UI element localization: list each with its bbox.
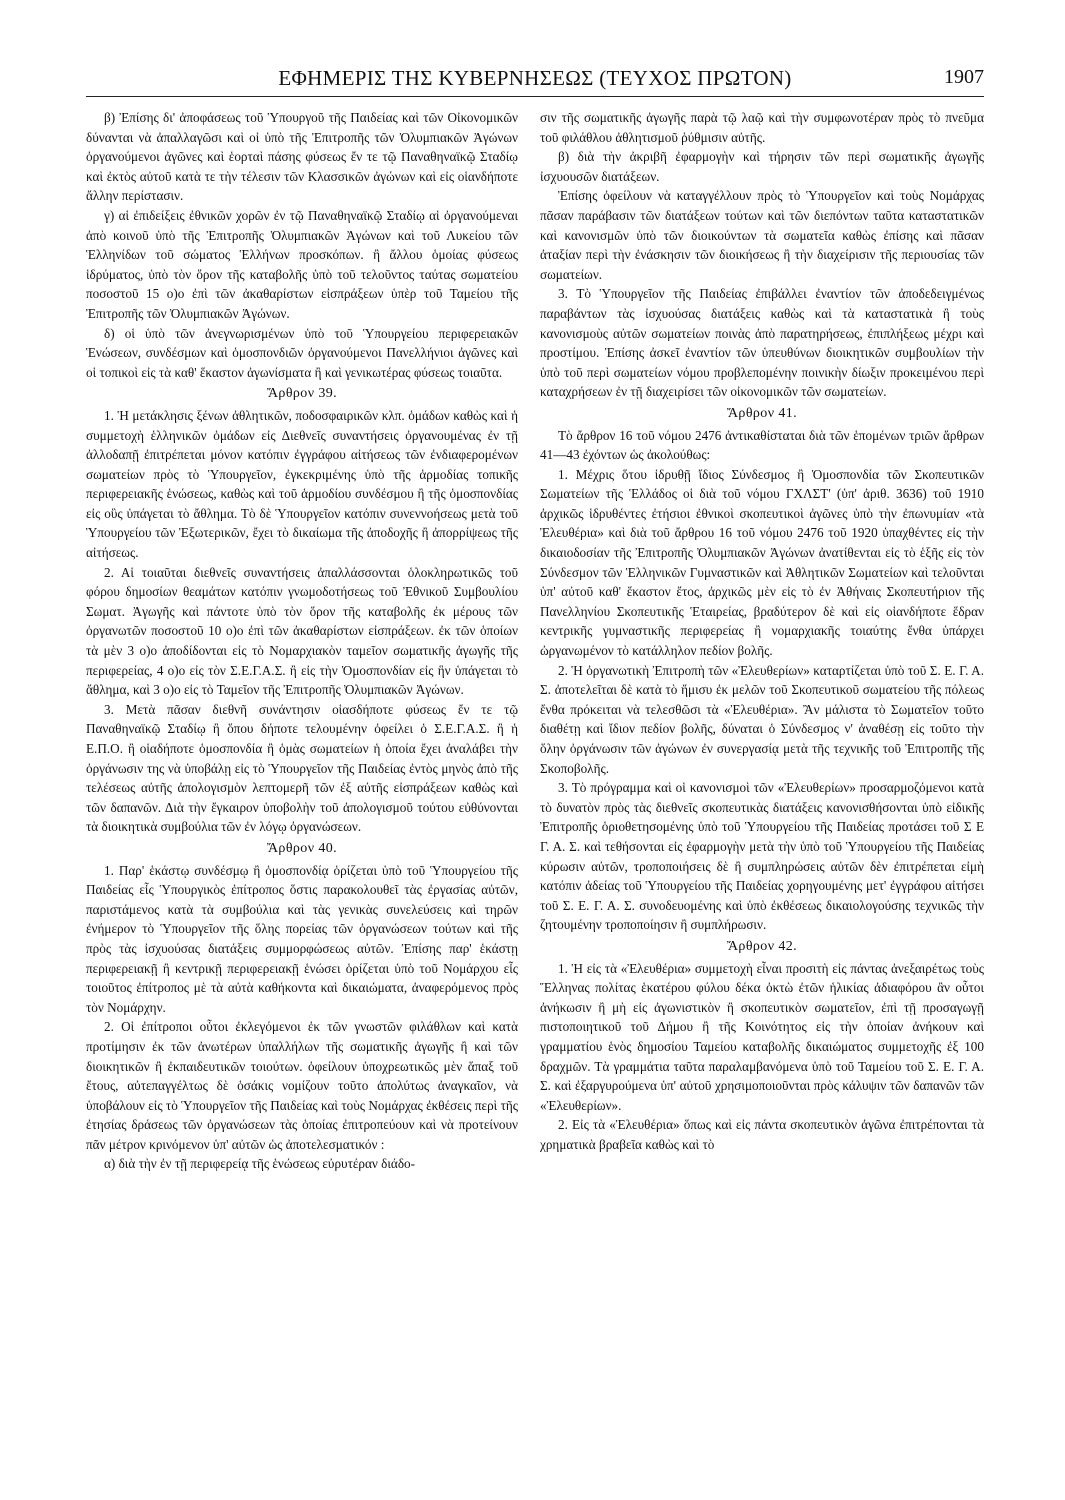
article-40-title: Ἄρθρον 40. <box>266 840 338 856</box>
article-41-paragraph-2: 2. Ἡ ὀργανωτικὴ Ἐπιτροπὴ τῶν «Ἐλευθερίων» καταρτίζεται ὑπὸ τοῦ Σ. Ε. Γ. Α. Σ. ἀποτελεῖται δὲ κατὰ τὸ ἥμισυ ἐκ μελῶν τοῦ Σκοπευτικοῦ σωματείου τῆς πόλεως ἔνθα πρόκειται νὰ τελεσθῶσι τὰ «Ἐλευθέρια». Ἂν μάλιστα τὸ Σωματεῖον τοῦτο διαθέτῃ καὶ ἴδιον πεδίον βολῆς, δύναται ὁ Σύνδεσμος ν' ἀναθέσῃ εἰς τοῦτο τὴν ὅλην ὀργάνωσιν τῶν ἀγώνων ἐν συνεργασίᾳ μετὰ τῆς τεχνικῆς τοῦ Ἐπιτροπῆς τῆς Σκοποβολῆς. <box>540 662 984 776</box>
article-39-paragraph-3: 3. Μετὰ πᾶσαν διεθνῆ συνάντησιν οἱασδήποτε φύσεως ἔν τε τῷ Παναθηναϊκῷ Σταδίῳ ἢ ὅπου δήποτε τελουμένην ὀφείλει ὁ Σ.Ε.Γ.Α.Σ. ἢ ἡ Ε.Π.Ο. ἢ οἱαδήποτε ὁμοσπονδία ἢ ὁμὰς σωματείων ἡ ὁποία ἔχει ἀναλάβει τὴν ὀργάνωσιν της νὰ ὑποβάλῃ εἰς τὸ Ὑπουργεῖον τῆς Παιδείας ἐντὸς μηνὸς ἀπὸ τῆς τελέσεως αὐτῆς ἀπολογισμὸν λεπτομερῆ τῶν ἐξ αὐτῆς εἰσπράξεων καθὼς καὶ τῶν δαπανῶν. Διὰ τὴν ἔγκαιρον ὑποβολὴν τοῦ ἀπολογισμοῦ τούτου εὐθύνονται τὰ διοικητικὰ συμβούλια τῶν ἐν λόγῳ ὀργανώσεων. <box>86 701 518 835</box>
article-41-title: Ἄρθρον 41. <box>726 405 798 421</box>
article-40-paragraph-3: 3. Τὸ Ὑπουργεῖον τῆς Παιδείας ἐπιβάλλει ἐναντίον τῶν ἀποδεδειγμένως παραβάντων τὰς ἰσχυούσας διατάξεις καθὼς καὶ τὰ καταστατικὰ ἢ τοὺς κανονισμοὺς αὐτῶν σωματείων ποινὰς ἀπὸ παρατηρήσεως, ἐπιπλήξεως μέχρι καὶ προστίμου. Ἐπίσης ἀσκεῖ ἐναντίον τῶν ὑπευθύνων διοικητικῶν συμβουλίων τὴν ὑπὸ τοῦ περὶ σωματείων νόμου προβλεπομένην ποινικὴν δίωξιν προκειμένου περὶ καταχρήσεων ἐν τῇ διαχειρίσει τῶν οἰκονομικῶν τῶν σωματείων. <box>540 286 984 400</box>
article-39-paragraph-2: 2. Αἱ τοιαῦται διεθνεῖς συναντήσεις ἀπαλλάσσονται ὁλοκληρωτικῶς τοῦ φόρου δημοσίων θεαμάτων κατόπιν γνωμοδοτήσεως τοῦ Ἐθνικοῦ Συμβουλίου Σωματ. Ἀγωγῆς καὶ πάντοτε ὑπὸ τὸν ὅρον τῆς καταβολῆς ἐκ μέρους τῶν ὀργανωτῶν ποσοστοῦ 10 ο)ο ἐπὶ τῶν ἀκαθαρίστων εἰσπράξεων. ἐκ τῶν ὁποίων τὰ μὲν 3 ο)ο ἀποδίδονται εἰς τὸ Νομαρχιακὸν ταμεῖον σωματικῆς ἀγωγῆς τῆς περιφερείας, 4 ο)ο εἰς τὸν Σ.Ε.Γ.Α.Σ. ἢ εἰς τὴν Ὁμοσπονδίαν εἰς ἣν ὑπάγεται τὸ ἄθλημα, καὶ 3 ο)ο εἰς τὸ Ταμεῖον τῆς Ἐπιτροπῆς Ὀλυμπιακῶν Ἀγώνων. <box>86 564 518 698</box>
page-header <box>86 62 984 97</box>
paragraph-b-right: β) διὰ τὴν ἀκριβῆ ἐφαρμογὴν καὶ τήρησιν τῶν περὶ σωματικῆς ἀγωγῆς ἰσχυουσῶν διατάξεων. <box>540 149 984 184</box>
article-41-intro: Τὸ ἄρθρον 16 τοῦ νόμου 2476 ἀντικαθίσταται διὰ τῶν ἑπομένων τριῶν ἄρθρων 41—43 ἐχόντων ὡς ἀκολούθως: <box>540 427 984 463</box>
left-column <box>86 108 518 1174</box>
article-42-paragraph-2: 2. Εἰς τὰ «Ἐλευθέρια» ὅπως καὶ εἰς πάντα σκοπευτικὸν ἀγῶνα ἐπιτρέπονται τὰ χρηματικὰ βραβεῖα καθὼς καὶ τὸ <box>540 1117 984 1152</box>
article-39-paragraph-1: 1. Ἡ μετάκλησις ξένων ἀθλητικῶν, ποδοσφαιρικῶν κλπ. ὁμάδων καθὼς καὶ ἡ συμμετοχὴ ἑλληνικῶν ὁμάδων εἰς Διεθνεῖς συναντήσεις ὀργανουμένας ἐν τῇ ἀλλοδαπῇ ἐπιτρέπεται μόνον κατόπιν ἐγγράφου αἰτήσεως τῶν ἐνδιαφερομένων σωματείων πρὸς τὸ Ὑπουργεῖον, ἐγκεκριμένης ὑπὸ τῆς ἁρμοδίας τοπικῆς περιφερειακῆς ἑνώσεως, καθὼς καὶ τοῦ ἁρμοδίου συνδέσμου ἢ τῆς ὁμοσπονδίας εἰς οὓς ὑπάγεται τὸ ἄθλημα. Τὸ δὲ Ὑπουργεῖον κατόπιν συνεννοήσεως μετὰ τοῦ Ὑπουργείου τῶν Ἐξωτερικῶν, ἔχει τὸ δικαίωμα τῆς ἀποδοχῆς ἢ ἀπορρίψεως τῆς αἰτήσεως. <box>86 407 518 561</box>
article-41-paragraph-3: 3. Τὸ πρόγραμμα καὶ οἱ κανονισμοὶ τῶν «Ἐλευθερίων» προσαρμοζόμενοι κατὰ τὸ δυνατὸν πρὸς τὰς διεθνεῖς σκοπευτικὰς διατάξεις κανονισθήσονται ὑπὸ εἰδικῆς Ἐπιτροπῆς ὁριοθετησομένης ὑπὸ τοῦ Ὑπουργείου τῆς Παιδείας προτάσει τοῦ Σ Ε Γ. Α. Σ. καὶ τεθήσονται εἰς ἐφαρμογὴν μετὰ τὴν ὑπὸ τοῦ Ὑπουργείου τῆς Παιδείας κύρωσιν αὐτῶν, τροποποιήσεις δὲ ἢ συμπληρώσεις αὐτῶν δὲν ἐπιτρέπεται εἰμὴ κατόπιν ἀδείας τοῦ Ὑπουργείου τῆς Παιδείας χορηγουμένης μετ' ἐγγράφου αἰτήσει τοῦ Σ. Ε. Γ. Α. Σ. συνοδευομένης καὶ ὑπὸ ἐκθέσεως δικαιολογούσης τεχνικῶς τὴν ζητουμένην τροποποίησιν ἢ συμπλήρωσιν. <box>540 780 984 933</box>
page-number: 1907 <box>944 66 984 88</box>
paragraph-d: δ) οἱ ὑπὸ τῶν ἀνεγνωρισμένων ὑπὸ τοῦ Ὑπουργείου περιφερειακῶν Ἑνώσεων, συνδέσμων καὶ ὁμοσπονδιῶν ὀργανούμενοι Πανελλήνιοι ἀγῶνες καὶ οἱ τοπικοὶ εἰς τὰ καθ' ἕκαστον ἀγωνίσματα ἢ καὶ γενικωτέρας φύσεως τοιαῦτα. <box>86 325 518 380</box>
continuation-paragraph: σιν τῆς σωματικῆς ἀγωγῆς παρὰ τῷ λαῷ καὶ τὴν συμφωνοτέραν πρὸς τὸ πνεῦμα τοῦ φιλάθλου ἀθλητισμοῦ ῥύθμισιν αὐτῆς. <box>540 110 984 145</box>
right-column <box>540 108 984 1154</box>
article-42-paragraph-1: 1. Ἡ εἰς τὰ «Ἐλευθέρια» συμμετοχὴ εἶναι προσιτὴ εἰς πάντας ἀνεξαιρέτως τοὺς Ἕλληνας πολίτας ἑκατέρου φύλου δέκα ὀκτὼ ἐτῶν ἡλικίας ἀδιαφόρου ἂν οὗτοι ἀνήκωσιν ἢ μὴ εἰς ἀγωνιστικὸν ἢ σκοπευτικὸν σωματεῖον, ἐπὶ τῇ προσαγωγῇ πιστοποιητικοῦ τοῦ Δήμου ἢ τῆς Κοινότητος εἰς τὴν ὁποίαν ἀνήκουν καὶ γραμματίου ἑνὸς δημοσίου Ταμείου καταβολῆς δικαιώματος συμμετοχῆς ἐξ 100 δραχμῶν. Τὰ γραμμάτια ταῦτα παραλαμβανόμενα ὑπὸ τοῦ Ταμείου τοῦ Σ. Ε. Γ. Α. Σ. καὶ ἐξαργυρούμενα ὑπ' αὐτοῦ χρησιμοποιοῦνται πρὸς κάλυψιν τῶν δαπανῶν τῶν «Ἐλευθερίων». <box>540 960 984 1113</box>
paragraph-c: γ) αἱ ἐπιδείξεις ἐθνικῶν χορῶν ἐν τῷ Παναθηναϊκῷ Σταδίῳ αἱ ὀργανούμεναι ἀπὸ κοινοῦ ὑπὸ τῆς Ἐπιτροπῆς Ὀλυμπιακῶν Ἀγώνων καὶ τοῦ Λυκείου τῶν Ἑλληνίδων τοῦ σώματος Ἑλλήνων προσκόπων. ἢ ἄλλου ὁμοίας φύσεως ἱδρύματος, ὑπὸ τὸν ὅρον τῆς καταβολῆς ὑπὸ τοῦ τελοῦντος ταύτας σωματείου ποσοστοῦ 15 ο)ο ἐπὶ τῶν ἀκαθαρίστων εἰσπράξεων ὑπὲρ τοῦ Ταμείου τῆς Ἐπιτροπῆς τῶν Ὀλυμπιακῶν Ἀγώνων. <box>86 207 518 321</box>
article-40-paragraph-1: 1. Παρ' ἑκάστῳ συνδέσμῳ ἢ ὁμοσπονδίᾳ ὁρίζεται ὑπὸ τοῦ Ὑπουργείου τῆς Παιδείας εἷς Ὑπουργικὸς ἐπίτροπος ὅστις παρακολουθεῖ τὰς ἐργασίας αὐτῶν, παριστάμενος κατὰ τὰ συμβούλια καὶ τὰς γενικὰς συνελεύσεις καὶ τηρῶν ἐνήμερον τὸ Ὑπουργεῖον τῆς ὅλης πορείας τῶν ὀργανώσεων τούτων καὶ τῆς πρὸς τὰς ἰσχυούσας διατάξεις συμμορφώσεως αὐτῶν. Ἐπίσης παρ' ἑκάστῃ περιφερειακῇ ἢ κεντρικῇ περιφερειακῇ ἑνώσει ὁρίζεται ὑπὸ τοῦ Νομάρχου εἷς τοιοῦτος ἐπίτροπος μὲ τὰ αὐτὰ καθήκοντα καὶ δικαιώματα, ἀναφερόμενος πρὸς τὸν Νομάρχην. <box>86 862 518 1015</box>
paragraph-also: Ἐπίσης ὀφείλουν νὰ καταγγέλλουν πρὸς τὸ Ὑπουργεῖον καὶ τοὺς Νομάρχας πᾶσαν παράβασιν τῶν διατάξεων τούτων καὶ τῶν διεπόντων ταῦτα καταστατικῶν καὶ κανονισμῶν ὑπὸ τῶν διοικούντων τὰ σωματεῖα καθὼς ἐπίσης καὶ πᾶσαν ἀταξίαν περὶ τὴν ἐνάσκησιν τῶν διοικήσεως ἢ τὴν διαχείρισιν τῆς περιουσίας τῶν σωματείων. <box>540 188 984 282</box>
article-39-title: Ἄρθρον 39. <box>266 386 338 402</box>
article-40-paragraph-a: α) διὰ τὴν ἐν τῇ περιφερείᾳ τῆς ἑνώσεως εὐρυτέραν διάδο- <box>104 1156 416 1172</box>
article-42-title: Ἄρθρον 42. <box>726 938 798 954</box>
paragraph-b: β) Ἐπίσης δι' ἀποφάσεως τοῦ Ὑπουργοῦ τῆς Παιδείας καὶ τῶν Οἰκονομικῶν δύνανται νὰ ἀπαλλαγῶσι καὶ οἱ ὑπὸ τῆς Ἐπιτροπῆς τῶν Ὀλυμπιακῶν Ἀγώνων ὀργανούμενοι ἀγῶνες καὶ ἑορταὶ πάσης φύσεως ἔν τε τῷ Παναθηναϊκῷ Σταδίῳ καὶ ἐκτὸς αὐτοῦ κατὰ τε τὴν τέλεσιν τῶν Κλασσικῶν ἀγώνων καὶ εἰς οἱανδήποτε ἄλλην περίστασιν. <box>86 110 518 204</box>
article-40-paragraph-2: 2. Οἱ ἐπίτροποι οὗτοι ἐκλεγόμενοι ἐκ τῶν γνωστῶν φιλάθλων καὶ κατὰ προτίμησιν ἐκ τῶν ἀνωτέρων ὑπαλλήλων τῆς σωματικῆς ἀγωγῆς ἢ καὶ τῶν διοικητικῶν ἢ ἐκπαιδευτικῶν τοιούτων. ὀφείλουν ὑποχρεωτικῶς μὲν ἅπαξ τοῦ ἔτους, αὐτεπαγγέλτως δὲ ὁσάκις νομίζουν τοῦτο ἀπολύτως ἀναγκαῖον, νὰ ὑποβάλουν εἰς τὸ Ὑπουργεῖον τῆς Παιδείας καὶ τοὺς Νομάρχας ἐκθέσεις περὶ τῆς ἐτησίας δράσεως τῶν ὀργανώσεων τὰς ὁποίας ἐπιτροπεύουν καὶ νὰ προτείνουν πᾶν μέτρον κρινόμενον ὑπ' αὐτῶν ὡς ἀποτελεσματικόν : <box>86 1019 518 1152</box>
article-41-paragraph-1: 1. Μέχρις ὅτου ἱδρυθῇ ἴδιος Σύνδεσμος ἢ Ὁμοσπονδία τῶν Σκοπευτικῶν Σωματείων τῆς Ἑλλάδος οἱ διὰ τοῦ νόμου ΓΧΛΣΤ' (ὑπ' ἀριθ. 3636) τοῦ 1910 ἀρχικῶς ἱδρυθέντες ἐτήσιοι ἐθνικοὶ σκοπευτικοὶ ἀγῶνες ὑπὸ τὴν ἐπωνυμίαν «τὰ Ἐλευθέρια» καὶ διὰ τοῦ ἄρθρου 16 τοῦ νόμου 2476 τοῦ 1920 ὑπαχθέντες εἰς τὴν δικαιοδοσίαν τῆς Ἐπιτροπῆς Ὀλυμπιακῶν Ἀγώνων ἀνατίθενται εἰς τὸ ἑξῆς εἰς τὸν Σύνδεσμον τῶν Ἑλληνικῶν Γυμναστικῶν καὶ Ἀθλητικῶν Σωματείων καὶ τελοῦνται ὑπ' αὐτοῦ καθ' ἕκαστον ἔτος, ἀρχικῶς μὲν εἰς τὸ ἐν Ἀθήναις Σκοπευτήριον τῆς Πανελληνίου Σκοπευτικῆς Ἑταιρείας, βραδύτερον δὲ καὶ εἰς οἱανδήποτε ἕδραν κεντρικῆς γυμναστικῆς περιφερείας ἢ νομαρχιακῆς τοιαύτης ἔνθα ὑπάρχει ὠργανωμένον τὸ κατάλληλον πεδίον βολῆς. <box>540 466 984 659</box>
header-title: ΕΦΗΜΕΡΙΣ ΤΗΣ ΚΥΒΕΡΝΗΣΕΩΣ (ΤΕΥΧΟΣ ΠΡΩΤΟΝ) <box>278 66 792 90</box>
